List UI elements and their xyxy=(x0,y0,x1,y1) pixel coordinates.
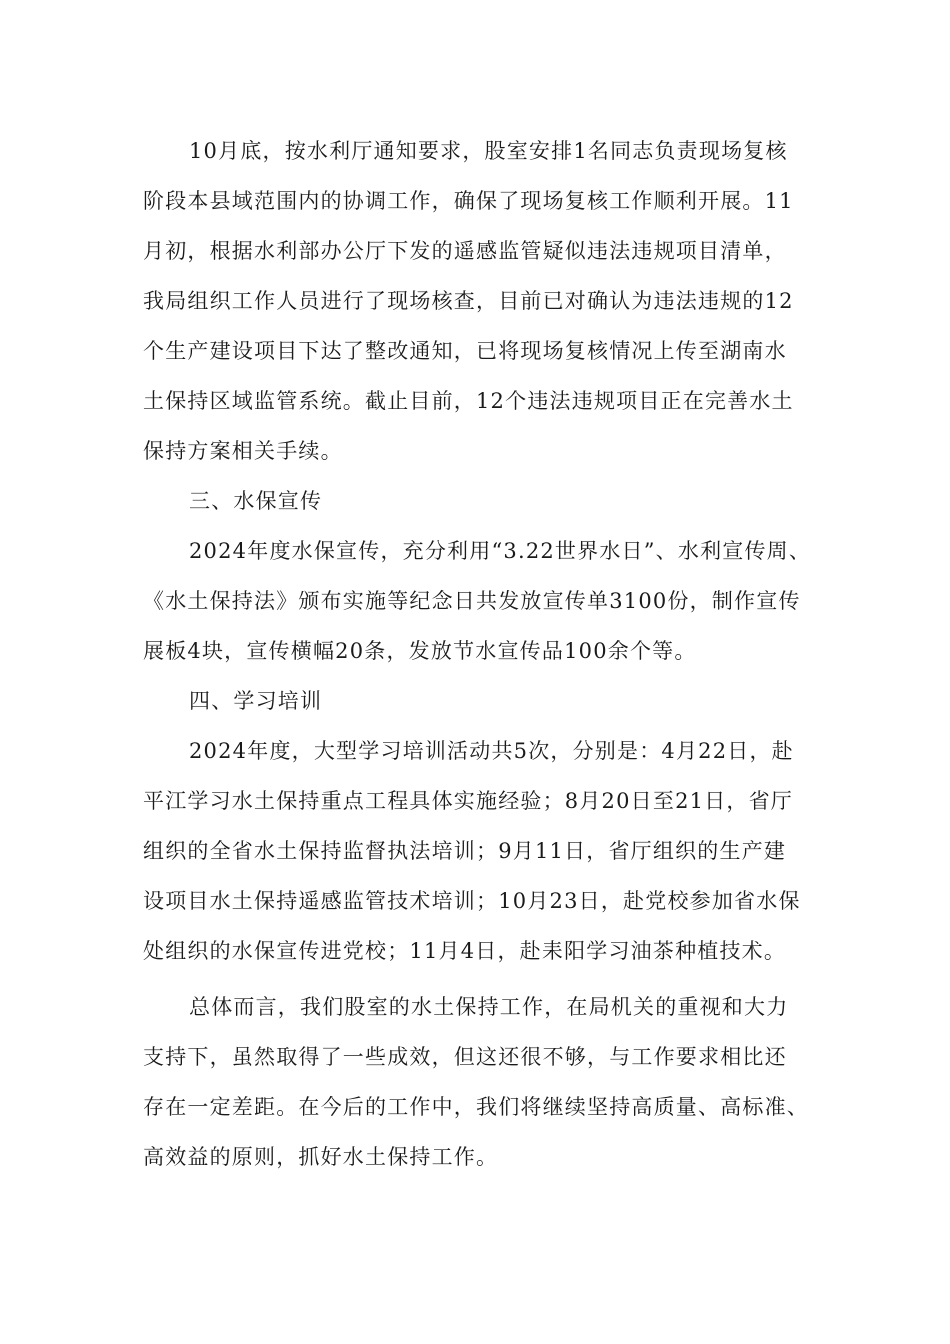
paragraph-summary xyxy=(143,982,808,1182)
text-line: 设项目水土保持遥感监管技术培训；10月23日，赴党校参加省水保 xyxy=(143,889,801,913)
text-line: 2024年度，大型学习培训活动共5次，分别是：4月22日，赴 xyxy=(189,739,794,763)
text-line: 个生产建设项目下达了整改通知，已将现场复核情况上传至湖南水 xyxy=(143,339,787,363)
text-line: 我局组织工作人员进行了现场核查，目前已对确认为违法违规的12 xyxy=(143,289,794,313)
text-line: 展板4块，宣传横幅20条，发放节水宣传品100余个等。 xyxy=(143,639,697,663)
text-line: 《水土保持法》颁布实施等纪念日共发放宣传单3100份，制作宣传 xyxy=(143,589,801,613)
section-heading-publicity: 三、水保宣传 xyxy=(189,489,323,513)
text-line: 总体而言，我们股室的水土保持工作，在局机关的重视和大力 xyxy=(189,995,789,1019)
document-body xyxy=(143,126,812,1182)
paragraph-site-review xyxy=(143,126,808,476)
text-line: 2024年度水保宣传，充分利用“3.22世界水日”、水利宣传周、 xyxy=(189,539,812,563)
text-line: 存在一定差距。在今后的工作中，我们将继续坚持高质量、高标准、 xyxy=(143,1095,809,1119)
paragraph-publicity xyxy=(143,526,812,676)
text-line: 10月底，按水利厅通知要求，股室安排1名同志负责现场复核 xyxy=(189,139,788,163)
text-line: 组织的全省水土保持监督执法培训；9月11日，省厅组织的生产建 xyxy=(143,839,787,863)
text-line: 平江学习水土保持重点工程具体实施经验；8月20日至21日，省厅 xyxy=(143,789,794,813)
section-heading-training: 四、学习培训 xyxy=(189,689,323,713)
paragraph-training xyxy=(143,726,808,976)
text-line: 支持下，虽然取得了一些成效，但这还很不够，与工作要求相比还 xyxy=(143,1045,787,1069)
text-line: 保持方案相关手续。 xyxy=(143,439,343,463)
text-line: 高效益的原则，抓好水土保持工作。 xyxy=(143,1145,499,1169)
text-line: 土保持区域监管系统。截止目前，12个违法违规项目正在完善水土 xyxy=(143,389,794,413)
text-line: 月初，根据水利部办公厅下发的遥感监管疑似违法违规项目清单， xyxy=(143,239,787,263)
text-line: 阶段本县域范围内的协调工作，确保了现场复核工作顺利开展。11 xyxy=(143,189,794,213)
text-line: 处组织的水保宣传进党校；11月4日，赴耒阳学习油茶种植技术。 xyxy=(143,939,787,963)
